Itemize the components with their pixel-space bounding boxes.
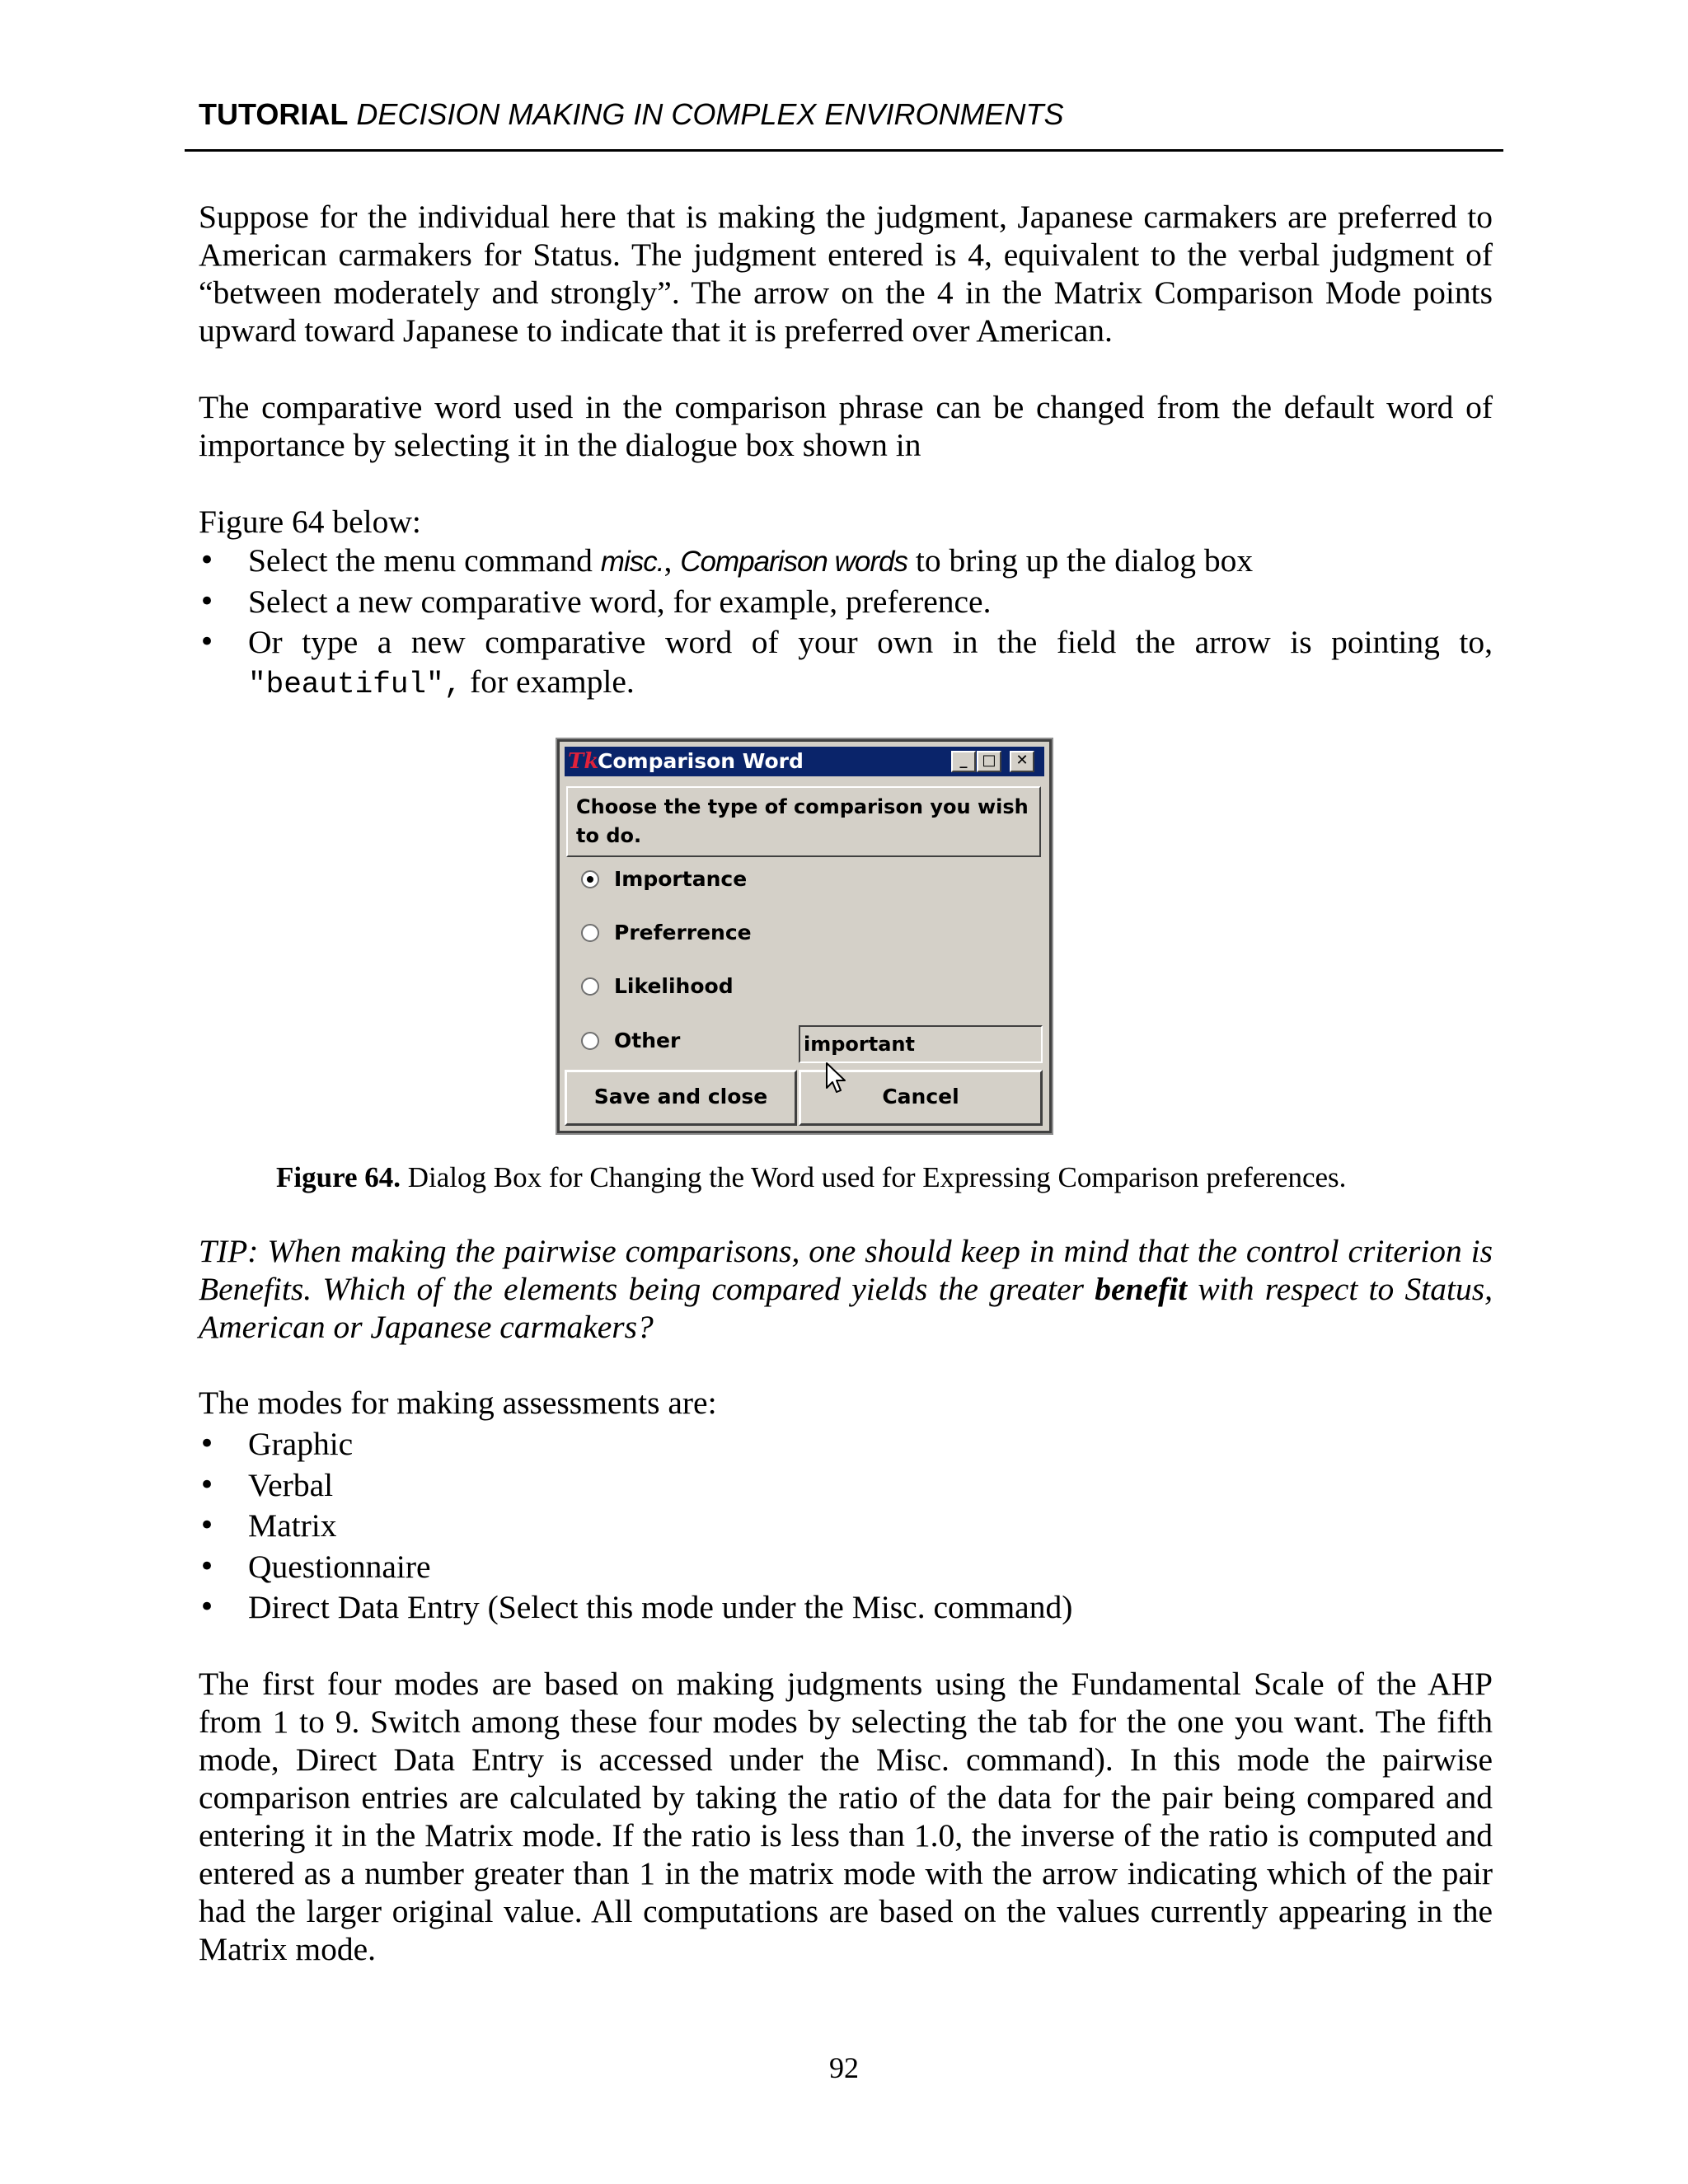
radio-unchecked-icon[interactable] bbox=[581, 924, 599, 942]
figure-caption-text: Dialog Box for Changing the Word used for Expressing Comparison preferences. bbox=[401, 1161, 1347, 1193]
cancel-button[interactable]: Cancel bbox=[799, 1070, 1043, 1126]
radio-label: Importance bbox=[614, 867, 748, 891]
figure-label: Figure 64. bbox=[276, 1161, 401, 1193]
list-item: • Matrix bbox=[199, 1506, 1493, 1547]
dialog-prompt: Choose the type of comparison you wish to do. bbox=[566, 786, 1041, 857]
modes-intro: The modes for making assessments are: bbox=[199, 1385, 717, 1421]
figure-caption bbox=[276, 1160, 1346, 1195]
radio-label: Preferrence bbox=[614, 921, 752, 944]
paragraph-modes-explanation: The first four modes are based on making judgments using the Fundamental Scale of the AHP from 1 to 9. Switch among these four modes by selecting the tab for the one you want. The fifth mode, Direct Data Entry is accessed under the Misc. command). In this mode the pairwise comparison entries are calculated by taking the ratio of the data for the pair being compared and entering it in the Matrix mode. If the ratio is less than 1.0, the inverse of the ratio is computed and entered as a number greater than 1 in the matrix mode with the arrow indicating which of the pair had the larger original value. All computations are based on the values currently appearing in the Matrix mode. bbox=[199, 1666, 1493, 1967]
tk-logo-icon: Tk bbox=[568, 749, 599, 774]
list-item: • Verbal bbox=[199, 1465, 1493, 1507]
radio-label: Likelihood bbox=[614, 974, 734, 998]
paragraph-judgment: Suppose for the individual here that is making the judgment, Japanese carmakers are preferred to American carmakers for Status. The judgment entered is 4, equivalent to the verbal judgment of “between moderately and strongly”. The arrow on the 4 in the Matrix Comparison Mode points upward toward Japanese to indicate that it is preferred over American. bbox=[199, 199, 1493, 349]
menu-command-misc: misc. bbox=[600, 546, 664, 578]
running-header bbox=[199, 97, 1063, 132]
instruction-list bbox=[199, 541, 1493, 705]
minimize-icon[interactable]: _ bbox=[951, 751, 976, 772]
page-number: 92 bbox=[829, 2051, 859, 2084]
other-word-input[interactable]: important bbox=[799, 1025, 1043, 1063]
close-icon[interactable]: ✕ bbox=[1010, 751, 1034, 772]
header-title: DECISION MAKING IN COMPLEX ENVIRONMENTS bbox=[356, 97, 1064, 131]
code-beautiful: "beautiful", bbox=[248, 668, 462, 701]
menu-command-comparison-words: Comparison words bbox=[680, 546, 907, 578]
list-item: • Select the menu command misc., Comparison words to bring up the dialog box bbox=[199, 541, 1493, 582]
list-item: • Questionnaire bbox=[199, 1547, 1493, 1588]
dialog-titlebar[interactable] bbox=[565, 747, 1044, 776]
save-and-close-button[interactable]: Save and close bbox=[565, 1070, 797, 1126]
tip-emphasis: benefit bbox=[1095, 1271, 1188, 1307]
dialog-title: Comparison Word bbox=[598, 749, 804, 773]
list-item: • Select a new comparative word, for example, preference. bbox=[199, 582, 1493, 622]
header-rule bbox=[185, 149, 1503, 152]
paragraph-comparative-word: The comparative word used in the comparison phrase can be changed from the default word of importance by selecting it in the dialogue box shown in bbox=[199, 389, 1493, 463]
maximize-icon[interactable]: □ bbox=[977, 751, 1001, 772]
tip-paragraph: TIP: When making the pairwise comparisons, one should keep in mind that the control criterion is Benefits. Which of the elements being compared yields the greater benefit with respect to Status, American or Japanese carmakers? bbox=[199, 1233, 1493, 1345]
list-item: • Or type a new comparative word of your own in the field the arrow is pointing to, "beautiful", for example. bbox=[199, 622, 1493, 705]
comparison-word-dialog bbox=[557, 739, 1052, 1133]
paragraph-figure-ref: Figure 64 below: bbox=[199, 504, 421, 540]
header-tutorial: TUTORIAL bbox=[199, 97, 349, 131]
list-item: • Graphic bbox=[199, 1424, 1493, 1465]
mouse-pointer-icon bbox=[825, 1062, 848, 1098]
radio-label: Other bbox=[614, 1029, 681, 1052]
modes-list bbox=[199, 1424, 1493, 1629]
list-item: • Direct Data Entry (Select this mode under the Misc. command) bbox=[199, 1587, 1493, 1629]
radio-checked-icon[interactable] bbox=[581, 870, 599, 888]
radio-unchecked-icon[interactable] bbox=[581, 1032, 599, 1050]
radio-unchecked-icon[interactable] bbox=[581, 977, 599, 996]
